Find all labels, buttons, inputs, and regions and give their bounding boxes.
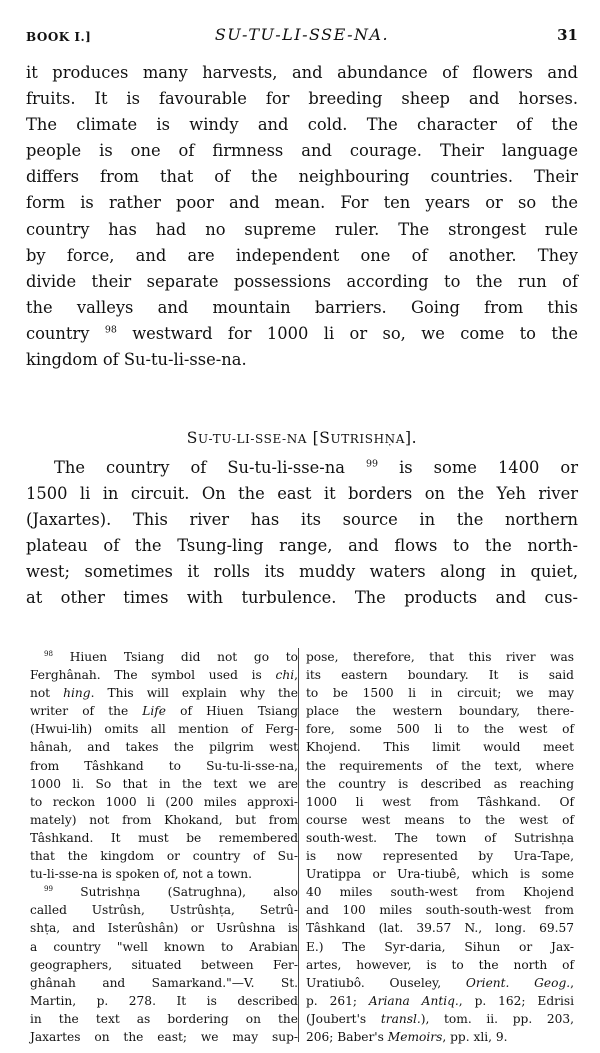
footnote-line: a country "well known to Arabian <box>30 939 298 954</box>
text-line: differs from that of the neighbouring countries. Their <box>26 167 578 187</box>
footnote-line: shṭa, and Isterûshân) or Usrûshna is <box>30 921 298 936</box>
footnote-line: to reckon 1000 li (200 miles approxi- <box>30 794 298 809</box>
footnote-line: not hing. This will explain why the <box>30 686 298 701</box>
footnote-line: Jaxartes on the east; we may sup- <box>30 1029 298 1044</box>
footnote-line: E.) The Syr-daria, Sihun or Jax- <box>306 939 574 954</box>
footnote-line: and 100 miles south-south-west from <box>306 903 574 918</box>
text-line: country has had no supreme ruler. The strongest rule <box>26 219 578 239</box>
footnote-line: pose, therefore, that this river was <box>306 650 574 664</box>
text-line: fruits. It is favourable for breeding sheep and horses. <box>26 89 578 109</box>
footnote-line: the country is described as reaching <box>306 776 574 791</box>
italic-text: hing <box>63 686 91 701</box>
text-line: by force, and are independent one of another. They <box>26 245 578 265</box>
footnotes-right-column <box>306 648 574 1046</box>
footnote-line: course west means to the west of <box>306 812 574 827</box>
heading-close: ]. <box>405 429 418 447</box>
footnote-marker: 99 <box>44 884 53 894</box>
book-number: BOOK I.] <box>26 30 92 44</box>
footnote-line: tu-li-sse-na is spoken of, not a town. <box>30 867 252 882</box>
footnote-line: p. 261; Ariana Antiq., p. 162; Edrisi <box>306 993 574 1008</box>
text-line: form is rather poor and mean. For ten years or so the <box>26 193 578 213</box>
italic-text: Ariana Antiq. <box>368 993 459 1008</box>
text-line: (Jaxartes). This river has its source in the northern <box>26 510 578 530</box>
text-line: people is one of firmness and courage. Their language <box>26 141 578 161</box>
footnote-line: 206; Baber's Memoirs, pp. xli, 9. <box>306 1029 508 1044</box>
footnote-line: 1000 li. So that in the text we are <box>30 776 298 791</box>
italic-text: transl. <box>380 1011 421 1026</box>
footnote-marker: 99 <box>366 458 379 470</box>
footnote-line: to be 1500 li in circuit; we may <box>306 686 574 701</box>
heading-smallcaps: U-TU-LI-SSE-NA <box>197 432 308 446</box>
footnote-line: from Tâshkand to Su-tu-li-sse-na, <box>30 758 298 773</box>
footnote-line: called Ustrûsh, Ustrûshṭa, Setrû- <box>30 903 298 918</box>
text-line: west; sometimes it rolls its muddy waters along in quiet, <box>26 562 578 582</box>
footnote-line: Tâshkand. It must be remembered <box>30 830 298 845</box>
text-line: it produces many harvests, and abundance of flowers and <box>26 63 578 82</box>
heading-bracket-initial: [S <box>307 429 331 447</box>
footnote-line: Tâshkand (lat. 39.57 N., long. 69.57 <box>306 921 574 936</box>
footnote-line: is now represented by Ura-Tape, <box>306 849 574 864</box>
italic-text: Memoirs <box>387 1029 443 1044</box>
text-line: The climate is windy and cold. The character of the <box>26 115 578 135</box>
text-line: divide their separate possessions according to the run of <box>26 271 578 291</box>
text-line: the valleys and mountain barriers. Going from this <box>26 297 578 317</box>
footnote-line: Ferghânah. The symbol used is chi, <box>30 668 298 683</box>
paragraph-2 <box>26 455 578 612</box>
heading-initial: S <box>186 429 198 447</box>
column-divider <box>298 648 299 1042</box>
text-line: at other times with turbulence. The products and cus- <box>26 588 578 608</box>
heading-sanskrit-smallcaps: UTRISHṆA <box>330 432 406 446</box>
footnote-line: (Joubert's transl.), tom. ii. pp. 203, <box>306 1011 575 1026</box>
text-line: kingdom of Su-tu-li-sse-na. <box>26 350 247 370</box>
footnote-line: Martin, p. 278. It is described <box>30 993 298 1008</box>
italic-text: chi <box>275 668 295 683</box>
footnote-line: in the text as bordering on the <box>30 1011 298 1026</box>
footnote-line: place the western boundary, there- <box>306 704 574 719</box>
footnote-line: fore, some 500 li to the west of <box>306 722 574 737</box>
footnote-line: Uratiubô. Ouseley, Orient. Geog., <box>306 975 574 990</box>
footnote-line: ghânah and Samarkand."—V. St. <box>30 975 298 990</box>
footnote-line: the requirements of the text, where <box>306 758 574 773</box>
section-heading <box>26 429 578 447</box>
footnote-line: writer of the Life of Hiuen Tsiang <box>30 704 298 719</box>
footnote-line: that the kingdom or country of Su- <box>30 849 298 864</box>
footnote-line: $^{99}$ Sutrishṇa (Satrughna), also <box>44 884 298 900</box>
text-line: country $^{98}$ westward for 1000 li or so, we come to the <box>26 323 578 343</box>
footnote-line: Uratippa or Ura-tiubê, which is some <box>306 867 574 882</box>
footnote-line: Khojend. This limit would meet <box>306 740 574 755</box>
footnote-line: $^{98}$ Hiuen Tsiang did not go to <box>44 648 298 664</box>
footnote-line: hânah, and takes the pilgrim west <box>30 740 298 755</box>
footnote-line: 1000 li west from Tâshkand. Of <box>306 794 574 809</box>
page-number: 31 <box>557 26 578 44</box>
text-line: 1500 li in circuit. On the east it borders on the Yeh river <box>26 484 578 504</box>
paragraph-1 <box>26 60 578 373</box>
footnote-marker: 98 <box>104 324 117 336</box>
text-line: The country of Su-tu-li-sse-na $^{99}$ is some 1400 or <box>54 458 578 477</box>
footnote-line: south-west. The town of Sutrishṇa <box>306 830 574 845</box>
running-title: SU-TU-LI-SSE-NA. <box>214 25 390 44</box>
footnote-marker: 98 <box>44 648 53 658</box>
footnote-line: 40 miles south-west from Khojend <box>306 885 574 900</box>
footnote-line: artes, however, is to the north of <box>306 957 574 972</box>
italic-text: Orient. Geog. <box>465 975 571 990</box>
italic-text: Life <box>142 704 167 719</box>
footnote-line: (Hwui-lih) omits all mention of Ferg- <box>30 722 298 737</box>
footnote-line: mately) not from Khokand, but from <box>30 812 298 827</box>
footnote-line: its eastern boundary. It is said <box>306 668 574 683</box>
running-head <box>26 24 578 46</box>
footnotes-left-column <box>30 648 298 1046</box>
text-line: plateau of the Tsung-ling range, and flows to the north- <box>26 536 578 556</box>
footnote-line: geographers, situated between Fer- <box>30 957 298 972</box>
